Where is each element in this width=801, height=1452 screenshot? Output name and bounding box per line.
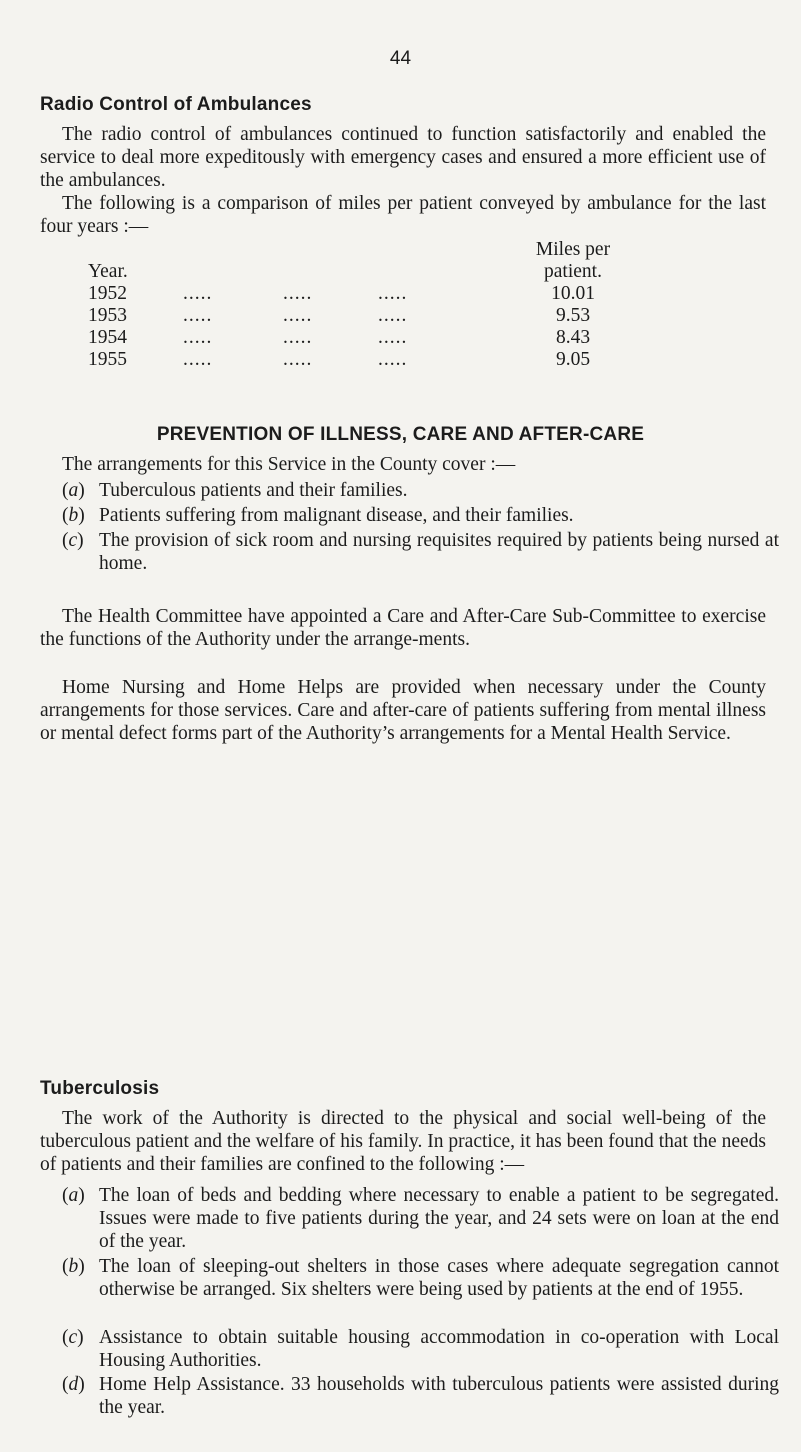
table-cell-year: 1954: [88, 327, 127, 348]
table-cell-year: 1955: [88, 349, 127, 370]
list-item-label: (d): [62, 1374, 85, 1395]
list-item-text: Patients suffering from malignant disease, and their families.: [99, 505, 574, 526]
paragraph-sub-committee: The Health Committee have appointed a Care and After-Care Sub-Committee to exercise the functions of the Authority under the arrange-ments.: [40, 606, 766, 650]
paragraph-home-nursing: Home Nursing and Home Helps are provided when necessary under the County arrangements for those services. Care and after-care of patients suffering from mental illness or mental defect forms part of the Authority’s arrangements for a Mental Health Service.: [40, 677, 766, 744]
table-row: [88, 283, 623, 305]
column-header-miles-line1: Miles per: [535, 239, 611, 260]
list-item-text: Home Help Assistance. 33 households with tuberculous patients were assisted during the year.: [99, 1374, 779, 1418]
table-cell-miles: 10.01: [551, 283, 595, 304]
list-item: [62, 504, 779, 527]
leader-dots: .....: [378, 305, 408, 326]
table-header-row-1: [88, 239, 623, 261]
leader-dots: .....: [183, 283, 213, 304]
leader-dots: .....: [283, 349, 313, 370]
leader-dots: .....: [283, 283, 313, 304]
leader-dots: .....: [283, 327, 313, 348]
column-header-year: Year.: [88, 261, 128, 282]
list-item-label: (b): [62, 505, 85, 526]
list-item-label: (c): [62, 1327, 84, 1348]
table-cell-miles: 8.43: [555, 327, 591, 348]
list-item: [62, 479, 779, 502]
table-cell-miles: 9.05: [555, 349, 591, 370]
list-item-text: Tuberculous patients and their families.: [99, 480, 408, 501]
section-heading-prevention: PREVENTION OF ILLNESS, CARE AND AFTER-CARE: [156, 424, 645, 445]
leader-dots: .....: [183, 305, 213, 326]
leader-dots: .....: [378, 327, 408, 348]
list-item: [62, 1184, 779, 1253]
list-item-text: The provision of sick room and nursing requisites required by patients being nursed at home.: [99, 530, 779, 574]
section-heading-tuberculosis: Tuberculosis: [40, 1078, 160, 1099]
list-item: [62, 1373, 779, 1419]
list-item-label: (c): [62, 530, 84, 551]
paragraph-prevention-intro: The arrangements for this Service in the County cover :—: [62, 454, 516, 475]
leader-dots: .....: [183, 349, 213, 370]
leader-dots: .....: [378, 349, 408, 370]
table-cell-year: 1953: [88, 305, 127, 326]
paragraph-tuberculosis-intro: The work of the Authority is directed to the physical and social well-being of the tuberculous patient and the welfare of his family. In practice, it has been found that the needs of patients and their families are confined to the following :—: [40, 1108, 766, 1175]
table-row: [88, 305, 623, 327]
table-row: [88, 327, 623, 349]
table-header-row-2: [88, 261, 623, 283]
list-item: [62, 529, 779, 575]
list-item: [62, 1326, 779, 1372]
list-item-text: Assistance to obtain suitable housing accommodation in co-operation with Local Housing Authorities.: [99, 1327, 779, 1371]
table-row: [88, 349, 623, 371]
column-header-miles-line2: patient.: [544, 261, 602, 282]
paragraph-miles-comparison: The following is a comparison of miles per patient conveyed by ambulance for the last four years :—: [40, 193, 766, 237]
leader-dots: .....: [183, 327, 213, 348]
list-item-text: The loan of beds and bedding where necessary to enable a patient to be segregated. Issues were made to five patients during the year, and 24 sets were on loan at the end of the year.: [99, 1185, 779, 1252]
list-item: [62, 1255, 779, 1324]
list-item-text: The loan of sleeping-out shelters in those cases where adequate segregation cannot otherwise be arranged. Six shelters were being used by patients at the end of 1955.: [99, 1256, 779, 1300]
table-cell-miles: 9.53: [555, 305, 591, 326]
paragraph-radio-control: The radio control of ambulances continued to function satisfactorily and enabled the service to deal more expeditously with emergency cases and ensured a more efficient use of the ambulances.: [40, 124, 766, 191]
leader-dots: .....: [378, 283, 408, 304]
miles-per-patient-table: [88, 239, 623, 371]
page-number: 44: [389, 48, 412, 69]
list-item-label: (b): [62, 1256, 85, 1277]
list-item-label: (a): [62, 1185, 85, 1206]
table-cell-year: 1952: [88, 283, 127, 304]
leader-dots: .....: [283, 305, 313, 326]
section-heading-radio-control: Radio Control of Ambulances: [40, 94, 312, 115]
list-item-label: (a): [62, 480, 85, 501]
